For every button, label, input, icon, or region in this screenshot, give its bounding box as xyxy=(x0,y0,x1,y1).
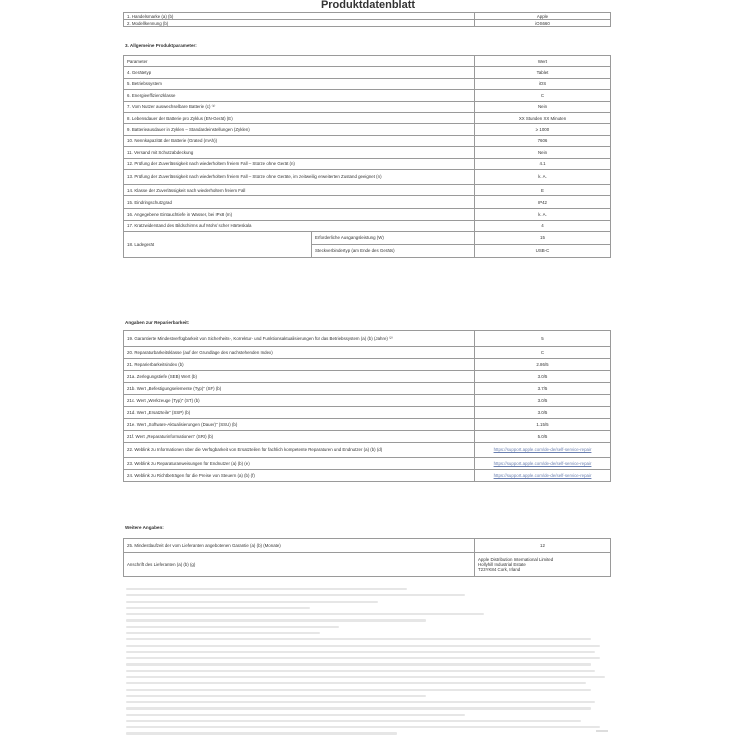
footnote-line xyxy=(126,707,591,709)
table-row xyxy=(124,13,611,20)
footnote-line xyxy=(126,726,600,728)
parameter-label: 7. Vom Nutzer auswechselbare Batterie (c) ⁽¹⁾ xyxy=(124,101,475,112)
parameter-value: Tablet xyxy=(475,67,611,78)
parameter-label: 11. Versand mit Schutzabdeckung xyxy=(124,147,475,158)
footnote-line xyxy=(126,626,339,628)
parameter-label: 15. Eindringschutzgrad xyxy=(124,196,475,209)
footnote-line xyxy=(126,695,426,697)
repair-label: 21a. Zerlegungstiefe (SEB) Wert (b) xyxy=(124,371,475,383)
table-row xyxy=(124,209,611,220)
table-row xyxy=(124,407,611,419)
footnote-line xyxy=(126,613,484,615)
warranty-label: 25. Mindestlaufzeit der vom Lieferanten angebotenen Garantie (a) (b) (Monate) xyxy=(124,539,475,553)
table-row xyxy=(124,359,611,371)
table-row xyxy=(124,220,611,231)
supplier-address xyxy=(475,553,611,577)
repair-label: 22. Weblink zu Informationen über die Verfügbarkeit von Ersatzteilen für fachlich kompetente Reparaturen und Endnutzer (a) (b) (d) xyxy=(124,443,475,458)
parameter-label: 5. Betriebssystem xyxy=(124,78,475,89)
repair-value: 3.0/5 xyxy=(475,395,611,407)
parameter-value: k. A. xyxy=(475,209,611,220)
parameter-value: C xyxy=(475,90,611,101)
parameter-label: 14. Klasse der Zuverlässigkeit nach wiederholtem freiem Fall xyxy=(124,184,475,195)
table-row xyxy=(124,419,611,431)
table-row xyxy=(124,196,611,209)
footnote-line xyxy=(126,619,426,621)
parameter-label: 12. Prüfung der Zuverlässigkeit nach wiederholtem freiem Fall – Stürze ohne Gerät (n) xyxy=(124,158,475,169)
footnote-line xyxy=(126,645,600,647)
table-row xyxy=(124,371,611,383)
supplier-line: Hollyhill Industrial Estate xyxy=(478,561,526,567)
table-row xyxy=(124,232,611,245)
supplier-line: T23YK84 Cork, Irland xyxy=(478,567,521,573)
table-row xyxy=(124,383,611,395)
footnote-line xyxy=(126,594,465,596)
parameter-value: IP42 xyxy=(475,196,611,209)
model-label: 2. Modellkennung (b) xyxy=(124,20,475,27)
repair-value: C xyxy=(475,347,611,359)
table-row xyxy=(124,101,611,112)
parameter-value: 7606 xyxy=(475,135,611,146)
charger-power-label: Erforderliche Ausgangsleistung (W) xyxy=(312,232,475,245)
table-row xyxy=(124,458,611,470)
table-row xyxy=(124,395,611,407)
parameter-label: 10. Nennkapazität der Batterie (Grated (mAh)) xyxy=(124,135,475,146)
parameter-label: 17. Kratzwiderstand des Bildschirms auf Mohs´scher Härteskala xyxy=(124,220,475,231)
parameter-label: 8. Lebensdauer der Batterie pro Zyklus (EN-Gerät) (E) xyxy=(124,112,475,123)
table-row xyxy=(124,67,611,78)
footnote-line xyxy=(126,663,591,665)
parameter-value: Nein xyxy=(475,101,611,112)
parameter-label: 13. Prüfung der Zuverlässigkeit nach wiederholtem freiem Fall – Stürze ohne Geräte, im zeitweilig erweiterten Zustand geeignet (n) xyxy=(124,169,475,184)
footnote-line xyxy=(126,607,310,609)
repair-label: 21f. Wert „Reparaturinformationen" (SRI) (b) xyxy=(124,431,475,443)
table-row xyxy=(124,158,611,169)
parameter-value: Nein xyxy=(475,147,611,158)
footnote-line xyxy=(126,670,595,672)
footnote-line xyxy=(126,632,320,634)
repair-label: 20. Reparaturbarkeitsklasse (auf der Grundlage des nachstehenden Index) xyxy=(124,347,475,359)
charger-connector-label: Steckverbindertyp (am Ende des Geräts) xyxy=(312,245,475,258)
repair-link[interactable]: https://support.apple.com/de-de/self-service-repair xyxy=(475,458,611,470)
repair-label: 21. Reparierbarkeitsindex (b) xyxy=(124,359,475,371)
table-row xyxy=(124,78,611,89)
footnote-line xyxy=(126,689,591,691)
identity-table xyxy=(123,12,611,27)
repair-value: 3.0/5 xyxy=(475,371,611,383)
repair-value: 3.0/5 xyxy=(475,407,611,419)
parameter-label: Parameter xyxy=(124,56,475,67)
footnote-line xyxy=(126,701,595,703)
repair-label: 21b. Wert „Befestigungselemente (Typ)" (SF) (b) xyxy=(124,383,475,395)
parameter-value: k. A. xyxy=(475,169,611,184)
parameter-value: XX Stunden XX Minuten xyxy=(475,112,611,123)
parameter-value: 4.1 xyxy=(475,158,611,169)
section-heading-repair: Angaben zur Reparierbarkeit: xyxy=(125,320,190,325)
brand-value: Apple xyxy=(475,13,611,20)
footnote-line xyxy=(126,720,581,722)
repair-link[interactable]: https://support.apple.com/de-de/self-service-repair xyxy=(475,443,611,458)
footnote-line xyxy=(126,714,465,716)
parameter-value: Wert xyxy=(475,56,611,67)
section-heading-more: Weitere Angaben: xyxy=(125,525,164,530)
table-row xyxy=(124,147,611,158)
repair-label: 21e. Wert „Software-Aktualisierungen (Dauer)" (SSU) (b) xyxy=(124,419,475,431)
footnote-line xyxy=(126,676,605,678)
table-row xyxy=(124,431,611,443)
repair-value: 5.0/5 xyxy=(475,431,611,443)
parameter-value: iOS xyxy=(475,78,611,89)
footnote-line xyxy=(126,601,378,603)
repair-link[interactable]: https://support.apple.com/de-de/self-service-repair xyxy=(475,470,611,482)
table-row xyxy=(124,443,611,458)
footnotes-block xyxy=(126,588,610,739)
section-heading-general: 3. Allgemeine Produktparameter: xyxy=(125,43,197,48)
supplier-label: Anschrift des Lieferanten (a) (b) (g) xyxy=(124,553,475,577)
table-row xyxy=(124,124,611,135)
table-row xyxy=(124,347,611,359)
footnote-line xyxy=(126,638,591,640)
repairability-table xyxy=(123,330,611,482)
repair-label: 21c. Wert „Werkzeuge (Typ)" (ST) (b) xyxy=(124,395,475,407)
table-row xyxy=(124,539,611,553)
model-value: iOS660 xyxy=(475,20,611,27)
more-info-table xyxy=(123,538,611,577)
footnote-line xyxy=(126,651,595,653)
repair-label: 21d. Wert „Ersatzteile" (SSP) (b) xyxy=(124,407,475,419)
repair-label: 24. Weblink zu Richtbeträgen für die Preise von Steuern (a) (b) (f) xyxy=(124,470,475,482)
page-number-mark xyxy=(596,730,608,732)
table-row xyxy=(124,331,611,347)
warranty-value: 12 xyxy=(475,539,611,553)
table-row xyxy=(124,553,611,577)
table-row xyxy=(124,184,611,195)
table-row xyxy=(124,20,611,27)
footnote-line xyxy=(126,682,586,684)
footnote-line xyxy=(126,588,407,590)
repair-value: 5 xyxy=(475,331,611,347)
footnote-line xyxy=(126,732,397,734)
charger-connector-value: USB-C xyxy=(475,245,611,258)
repair-value: 2.86/5 xyxy=(475,359,611,371)
page-title: Produktdatenblatt xyxy=(320,0,416,11)
parameter-value: E xyxy=(475,184,611,195)
charger-power-value: 15 xyxy=(475,232,611,245)
parameter-label: 9. Batterieausdauer in Zyklen – Standardeinstellungen (Zyklen) xyxy=(124,124,475,135)
table-row xyxy=(124,169,611,184)
repair-label: 19. Garantierte Mindestverfügbarkeit von Sicherheits-, Korrektur- und Funktionsaktualisierungen für das Betriebssystem (a) (b) (Jahre) ⁽²⁾ xyxy=(124,331,475,347)
parameter-label: 4. Gerätetyp xyxy=(124,67,475,78)
parameter-value: ≥ 1000 xyxy=(475,124,611,135)
repair-value: 3.7/5 xyxy=(475,383,611,395)
table-row xyxy=(124,56,611,67)
parameter-label: 16. Angegebene Eintauchtiefe in Wasser, bei IPx8 (m) xyxy=(124,209,475,220)
supplier-line: Apple Distribution International Limited xyxy=(478,556,554,562)
table-row xyxy=(124,135,611,146)
repair-label: 23. Weblink zu Reparaturanweisungen für Endnutzer (a) (b) (e) xyxy=(124,458,475,470)
table-row xyxy=(124,90,611,101)
parameter-value: 4 xyxy=(475,220,611,231)
repair-value: 1.15/5 xyxy=(475,419,611,431)
table-row xyxy=(124,470,611,482)
general-parameters-table xyxy=(123,55,611,258)
brand-label: 1. Handelsmarke (a) (b) xyxy=(124,13,475,20)
footnote-line xyxy=(126,657,600,659)
table-row xyxy=(124,112,611,123)
parameter-label: 6. Energieeffizienzklasse xyxy=(124,90,475,101)
charger-label: 18. Ladegerät xyxy=(124,232,312,258)
